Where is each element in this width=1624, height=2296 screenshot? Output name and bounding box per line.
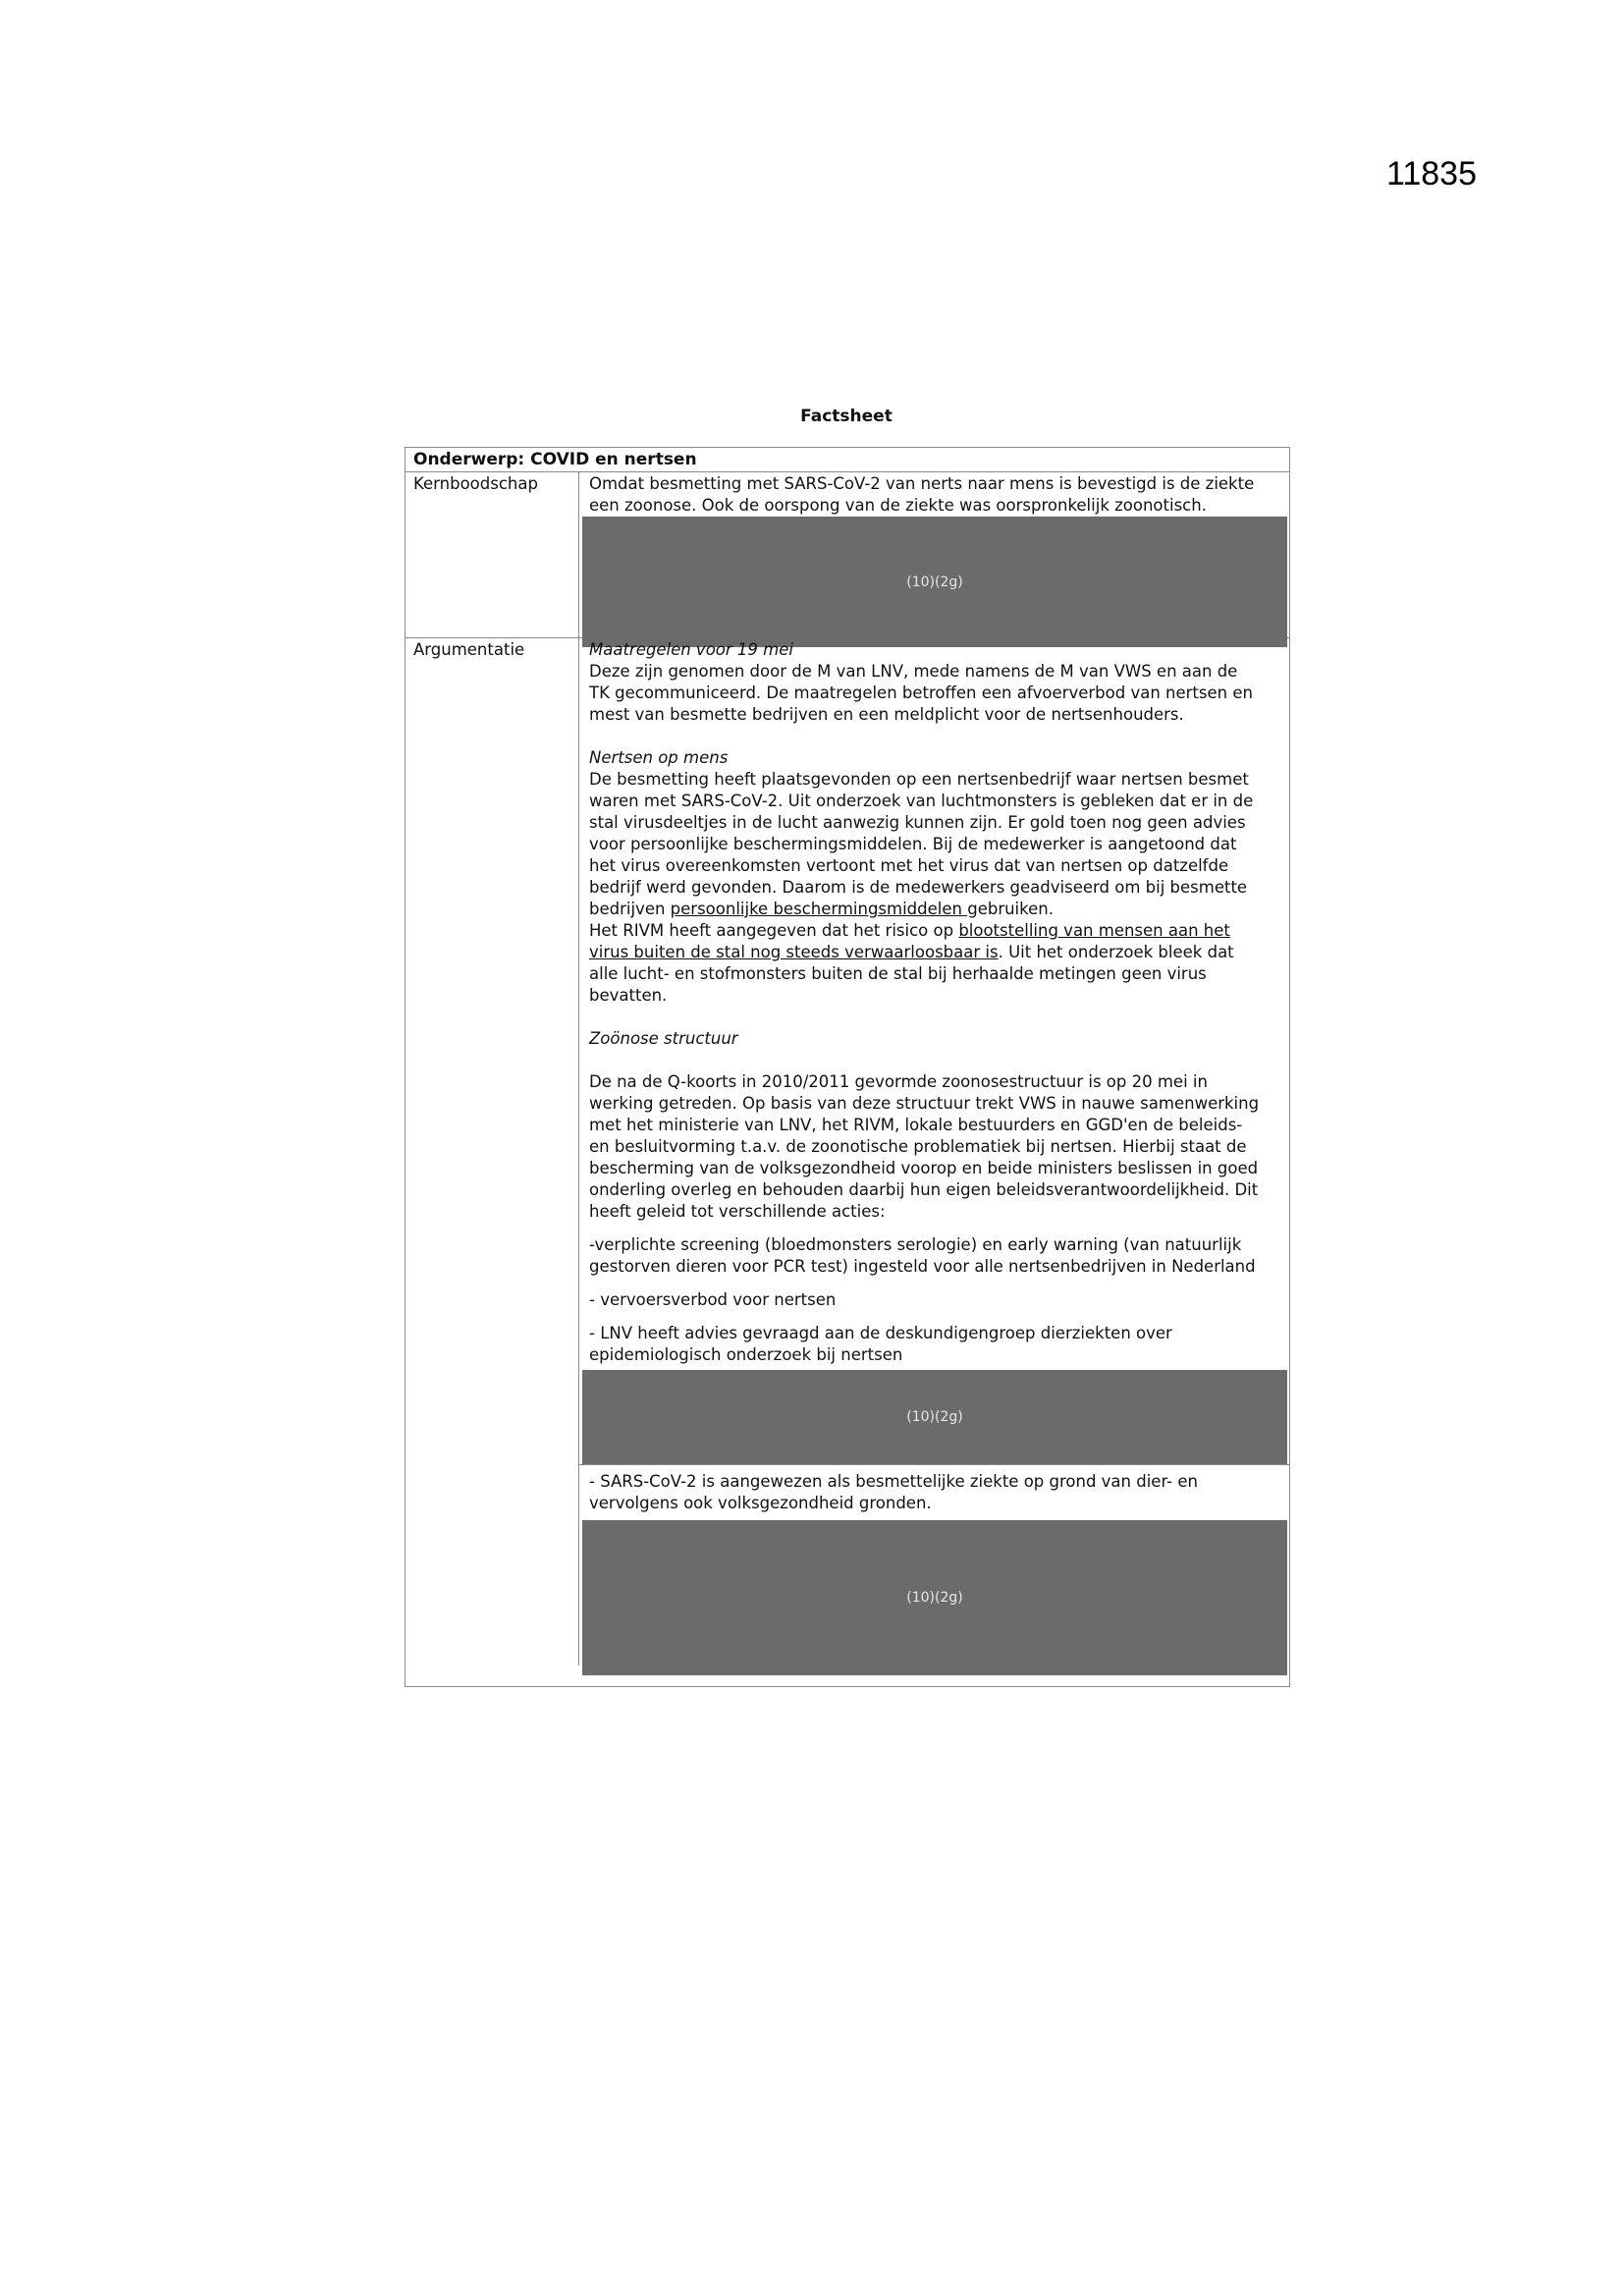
- text-line: alle lucht- en stofmonsters buiten de stal bij herhaalde metingen geen virus: [589, 964, 1207, 983]
- label-argumentatie: Argumentatie: [406, 638, 579, 1666]
- text-line: epidemiologisch onderzoek bij nertsen: [589, 1345, 903, 1364]
- text-line: - vervoersverbod voor nertsen: [589, 1290, 837, 1309]
- section-heading: Nertsen op mens: [589, 748, 729, 767]
- row-kernboodschap: [406, 472, 1289, 638]
- text-line: onderling overleg en behouden daarbij hun eigen beleidsverantwoordelijkheid. Dit: [589, 1180, 1259, 1199]
- text-line: bescherming van de volksgezondheid voorop en beide ministers beslissen in goed: [589, 1159, 1259, 1177]
- label-kernboodschap: Kernboodschap: [406, 472, 579, 637]
- text-line: TK gecommuniceerd. De maatregelen betroffen een afvoerverbod van nertsen en: [589, 683, 1253, 702]
- underlined-text: virus buiten de stal nog steeds verwaarloosbaar is: [589, 943, 999, 961]
- content-argumentatie: [579, 638, 1289, 1666]
- text-line: bevatten.: [589, 986, 668, 1005]
- text-line: Deze zijn genomen door de M van LNV, mede namens de M van VWS en aan de: [589, 662, 1238, 681]
- text-line: bedrijven persoonlijke beschermingsmiddelen gebruiken.: [589, 900, 1054, 918]
- page-number: 11835: [1385, 155, 1477, 192]
- text-line: met het ministerie van LNV, het RIVM, lokale bestuurders en GGD'en de beleids-: [589, 1116, 1243, 1134]
- text-line: mest van besmette bedrijven en een meldplicht voor de nertsenhouders.: [589, 705, 1184, 724]
- document-title: Factsheet: [800, 407, 893, 426]
- section-heading: Maatregelen voor 19 mei: [589, 640, 793, 659]
- text-line: voor persoonlijke beschermingsmiddelen. Bij de medewerker is aangetoond dat: [589, 835, 1237, 853]
- text-line: een zoonose. Ook de oorspong van de ziekte was oorspronkelijk zoonotisch.: [589, 496, 1207, 515]
- redaction-block: (10)(2g): [582, 517, 1287, 647]
- text-line: heeft geleid tot verschillende acties:: [589, 1202, 886, 1221]
- content-kernboodschap: [579, 472, 1289, 637]
- redaction-block: (10)(2g): [582, 1370, 1287, 1464]
- text-line: - LNV heeft advies gevraagd aan de deskundigengroep dierziekten over: [589, 1324, 1172, 1342]
- text-line: waren met SARS-CoV-2. Uit onderzoek van luchtmonsters is gebleken dat er in de: [589, 792, 1254, 810]
- text-line: vervolgens ook volksgezondheid gronden.: [589, 1494, 932, 1512]
- text-line: - SARS-CoV-2 is aangewezen als besmettelijke ziekte op grond van dier- en: [589, 1472, 1198, 1491]
- text-line: De besmetting heeft plaatsgevonden op een nertsenbedrijf waar nertsen besmet: [589, 770, 1249, 789]
- underlined-text: persoonlijke beschermingsmiddelen: [670, 900, 968, 918]
- text-line: Omdat besmetting met SARS-CoV-2 van nerts naar mens is bevestigd is de ziekte: [589, 474, 1255, 493]
- text-line: werking getreden. Op basis van deze structuur trekt VWS in nauwe samenwerking: [589, 1094, 1260, 1113]
- text-line: stal virusdeeltjes in de lucht aanwezig kunnen zijn. Er gold toen nog geen advies: [589, 813, 1246, 832]
- text-line: Het RIVM heeft aangegeven dat het risico op blootstelling van mensen aan het: [589, 921, 1230, 940]
- section-heading: Zoönose structuur: [589, 1029, 738, 1048]
- text-line: bedrijf werd gevonden. Daarom is de medewerkers geadviseerd om bij besmette: [589, 878, 1248, 897]
- factsheet-table: [405, 447, 1290, 1687]
- text-line: virus buiten de stal nog steeds verwaarloosbaar is. Uit het onderzoek bleek dat: [589, 943, 1234, 961]
- text-line: gestorven dieren voor PCR test) ingesteld voor alle nertsenbedrijven in Nederland: [589, 1257, 1256, 1276]
- redaction-block: (10)(2g): [582, 1520, 1287, 1675]
- text-line: en besluitvorming t.a.v. de zoonotische problematiek bij nertsen. Hierbij staat de: [589, 1137, 1247, 1156]
- underlined-text: blootstelling van mensen aan het: [958, 921, 1230, 940]
- text-line: -verplichte screening (bloedmonsters serologie) en early warning (van natuurlijk: [589, 1235, 1242, 1254]
- row-argumentatie: [406, 638, 1289, 1666]
- text-line: De na de Q-koorts in 2010/2011 gevormde zoonosestructuur is op 20 mei in: [589, 1072, 1208, 1091]
- subject-row: Onderwerp: COVID en nertsen: [406, 448, 1289, 472]
- text-line: het virus overeenkomsten vertoont met het virus dat van nertsen op datzelfde: [589, 856, 1229, 875]
